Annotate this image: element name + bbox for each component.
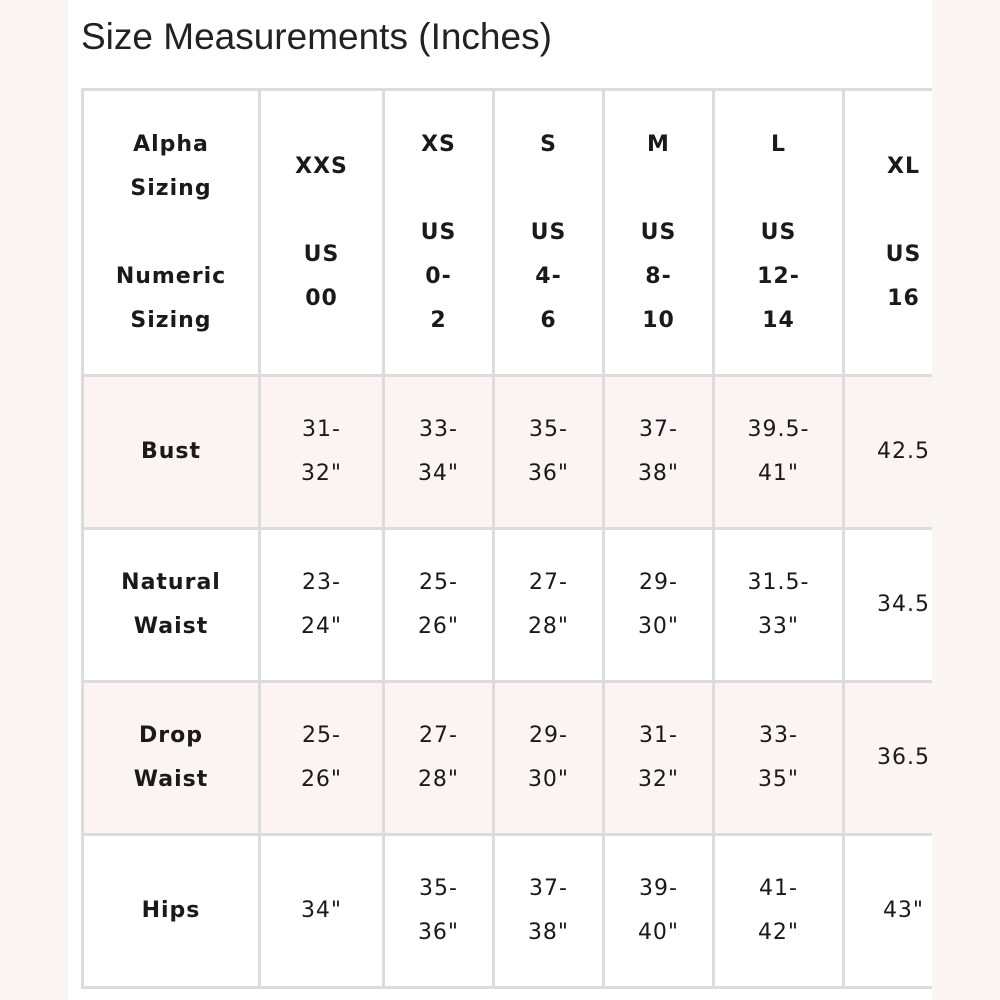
measurement-value: 31- bbox=[302, 417, 341, 442]
size-header-cell bbox=[494, 90, 604, 376]
measurement-value: 41" bbox=[757, 461, 800, 486]
numeric-size: US bbox=[420, 219, 457, 245]
measurement-value: 29- bbox=[529, 723, 568, 748]
size-header-cell bbox=[260, 90, 384, 376]
measurement-value: 33- bbox=[419, 417, 458, 442]
numeric-size: 14 bbox=[762, 307, 795, 333]
alpha-sizing-label: Sizing bbox=[130, 175, 212, 201]
measurement-value-cell bbox=[844, 835, 933, 988]
measurement-value-cell bbox=[604, 529, 714, 682]
measurement-value-cell bbox=[494, 529, 604, 682]
numeric-size: US bbox=[885, 241, 922, 267]
size-header-cell bbox=[384, 90, 494, 376]
measurement-value-cell bbox=[844, 682, 933, 835]
numeric-size: 2 bbox=[430, 307, 447, 333]
measurement-value: 37- bbox=[529, 876, 568, 901]
numeric-sizing-label: Sizing bbox=[130, 307, 212, 333]
measurement-value: 26" bbox=[417, 614, 460, 639]
measurement-value: 29- bbox=[639, 570, 678, 595]
measurement-value-cell bbox=[714, 376, 844, 529]
table-row bbox=[83, 682, 933, 835]
measurement-value-cell bbox=[260, 529, 384, 682]
measurement-value: 30" bbox=[527, 767, 570, 792]
measurement-value: 24" bbox=[300, 614, 343, 639]
measurement-value: 36" bbox=[527, 461, 570, 486]
header-label-cell bbox=[83, 90, 260, 376]
alpha-size: XL bbox=[887, 153, 920, 179]
measurement-label: Hips bbox=[141, 898, 201, 923]
numeric-size: 12- bbox=[757, 263, 800, 289]
numeric-size: US bbox=[303, 241, 340, 267]
measurement-value-cell bbox=[844, 376, 933, 529]
measurement-value: 33" bbox=[757, 614, 800, 639]
numeric-size: 0- bbox=[425, 263, 452, 289]
measurement-value-cell bbox=[494, 682, 604, 835]
measurement-value-cell bbox=[384, 835, 494, 988]
measurement-label: Waist bbox=[133, 767, 209, 792]
numeric-size: US bbox=[640, 219, 677, 245]
size-chart-page bbox=[68, 0, 932, 1000]
measurement-value: 26" bbox=[300, 767, 343, 792]
measurement-value: 36.5 bbox=[877, 745, 930, 770]
measurement-value-cell bbox=[384, 529, 494, 682]
header-row bbox=[83, 90, 933, 376]
numeric-size: 00 bbox=[305, 285, 338, 311]
size-header-cell bbox=[604, 90, 714, 376]
measurement-value-cell bbox=[604, 835, 714, 988]
measurement-value: 31.5- bbox=[747, 570, 810, 595]
measurement-value: 36" bbox=[417, 920, 460, 945]
measurement-value: 28" bbox=[417, 767, 460, 792]
measurement-value: 33- bbox=[759, 723, 798, 748]
numeric-size: 10 bbox=[642, 307, 675, 333]
measurement-value: 43" bbox=[882, 898, 925, 923]
measurement-value: 42.5 bbox=[877, 439, 930, 464]
measurement-value-cell bbox=[494, 835, 604, 988]
page-title: Size Measurements (Inches) bbox=[81, 16, 552, 57]
numeric-size: 6 bbox=[540, 307, 557, 333]
alpha-sizing-label: Alpha bbox=[133, 131, 209, 157]
measurement-value-cell bbox=[714, 682, 844, 835]
measurement-label-cell bbox=[83, 835, 260, 988]
measurement-value: 32" bbox=[637, 767, 680, 792]
measurement-label: Natural bbox=[121, 570, 221, 595]
measurement-value: 27- bbox=[529, 570, 568, 595]
size-table bbox=[81, 88, 932, 989]
measurement-label-cell bbox=[83, 376, 260, 529]
measurement-value: 39- bbox=[639, 876, 678, 901]
table-row bbox=[83, 376, 933, 529]
numeric-size: US bbox=[530, 219, 567, 245]
measurement-value-cell bbox=[604, 682, 714, 835]
measurement-value: 41- bbox=[759, 876, 798, 901]
numeric-size: 4- bbox=[535, 263, 562, 289]
numeric-size: US bbox=[760, 219, 797, 245]
measurement-value: 37- bbox=[639, 417, 678, 442]
alpha-size: XXS bbox=[295, 153, 348, 179]
measurement-value-cell bbox=[714, 529, 844, 682]
measurement-label-cell bbox=[83, 682, 260, 835]
alpha-size: XS bbox=[421, 131, 456, 157]
measurement-value-cell bbox=[494, 376, 604, 529]
measurement-value-cell bbox=[260, 376, 384, 529]
size-table-viewport[interactable] bbox=[81, 88, 932, 1000]
measurement-value-cell bbox=[384, 682, 494, 835]
size-header-cell bbox=[844, 90, 933, 376]
measurement-value: 25- bbox=[419, 570, 458, 595]
measurement-value: 35- bbox=[529, 417, 568, 442]
numeric-sizing-label: Numeric bbox=[115, 263, 227, 289]
measurement-value: 28" bbox=[527, 614, 570, 639]
measurement-value: 23- bbox=[302, 570, 341, 595]
measurement-value-cell bbox=[260, 835, 384, 988]
measurement-value: 32" bbox=[300, 461, 343, 486]
measurement-value-cell bbox=[260, 682, 384, 835]
measurement-value-cell bbox=[384, 376, 494, 529]
measurement-value: 42" bbox=[757, 920, 800, 945]
alpha-size: L bbox=[770, 131, 787, 157]
measurement-value: 30" bbox=[637, 614, 680, 639]
size-header-cell bbox=[714, 90, 844, 376]
measurement-value: 38" bbox=[637, 461, 680, 486]
table-row bbox=[83, 835, 933, 988]
measurement-value: 34.5 bbox=[877, 592, 930, 617]
measurement-value: 35" bbox=[757, 767, 800, 792]
measurement-value-cell bbox=[604, 376, 714, 529]
alpha-size: S bbox=[540, 131, 557, 157]
measurement-value: 27- bbox=[419, 723, 458, 748]
alpha-size: M bbox=[647, 131, 670, 157]
measurement-label: Bust bbox=[140, 439, 202, 464]
measurement-value: 25- bbox=[302, 723, 341, 748]
numeric-size: 8- bbox=[645, 263, 672, 289]
measurement-value: 34" bbox=[300, 898, 343, 923]
measurement-value-cell bbox=[844, 529, 933, 682]
measurement-value: 31- bbox=[639, 723, 678, 748]
numeric-size: 16 bbox=[887, 285, 920, 311]
measurement-label: Waist bbox=[133, 614, 209, 639]
measurement-value: 39.5- bbox=[747, 417, 810, 442]
measurement-value: 38" bbox=[527, 920, 570, 945]
measurement-label: Drop bbox=[139, 723, 203, 748]
measurement-value: 40" bbox=[637, 920, 680, 945]
measurement-value: 34" bbox=[417, 461, 460, 486]
measurement-value-cell bbox=[714, 835, 844, 988]
table-row bbox=[83, 529, 933, 682]
measurement-value: 35- bbox=[419, 876, 458, 901]
measurement-label-cell bbox=[83, 529, 260, 682]
